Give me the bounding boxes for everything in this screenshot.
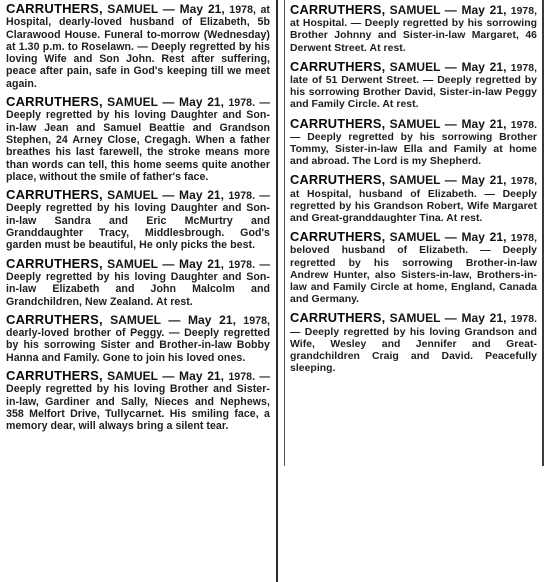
notice-date: — May 21,: [444, 116, 507, 131]
notice-body: 1978, at Hospital, dearly-loved husband of Elizabeth, 5b Clarawood House. Funeral to-morrow (Wednesday) at 1.30 p.m. to Roselawn. — Deeply regretted by his loving Wife and Son John. Rest after suffering, peace after pain, safe in God's keeping till we meet again.: [6, 4, 271, 90]
notice-surname: CARRUTHERS,: [290, 229, 386, 245]
death-notice: [290, 4, 537, 55]
notice-body: 1978, at Hospital, husband of Elizabeth. — Deeply regretted by his Grandson Robert, Wife Margaret and Great-granddaughter Tina. At rest.: [290, 176, 538, 225]
notice-given-name: SAMUEL: [110, 312, 162, 327]
notice-surname: CARRUTHERS,: [6, 255, 103, 271]
death-notice: [290, 58, 538, 112]
notice-given-name: SAMUEL: [389, 230, 441, 245]
death-notice: [6, 370, 270, 432]
notice-body: 1978, at Hospital. — Deeply regretted by his sorrowing Brother Johnny and Sister-in-law Margaret, 46 Derwent Street. At rest.: [290, 6, 538, 54]
notice-body: 1978. — Deeply regretted by his loving Daughter and Son-in-law Elizabeth and John Malcolm and Grandchildren, New Zealand. At rest.: [6, 258, 271, 308]
death-notice: [6, 311, 271, 364]
notice-date: — May 21,: [162, 369, 225, 384]
notice-given-name: SAMUEL: [107, 369, 159, 384]
notice-date: — May 21,: [444, 173, 507, 188]
notice-given-name: SAMUEL: [107, 95, 159, 110]
notice-given-name: SAMUEL: [389, 3, 441, 17]
notice-date: — May 21,: [444, 230, 507, 245]
notice-date: — May 21,: [168, 312, 236, 327]
death-notice: [6, 3, 270, 90]
notice-body: 1978, late of 51 Derwent Street. — Deeply regretted by his sorrowing Brother David, Sister-in-law Peggy and Family Circle. At rest.: [290, 62, 538, 111]
death-notice: [290, 174, 537, 225]
death-notice: [290, 231, 537, 306]
notice-body: 1978, dearly-loved brother of Peggy. — Deeply regretted by his sorrowing Sister and Brother-in-law Bobby Hanna and Family. Gone to join his loved ones.: [6, 314, 271, 364]
notice-given-name: SAMUEL: [389, 116, 441, 131]
notice-date: — May 21,: [444, 59, 507, 74]
notice-date: — May 21,: [444, 3, 507, 17]
death-notice: [6, 255, 271, 308]
notice-date: — May 21,: [162, 2, 225, 16]
notice-surname: CARRUTHERS,: [290, 58, 386, 74]
death-notice: [290, 115, 538, 169]
notice-given-name: SAMUEL: [389, 311, 441, 326]
notices-column-right: [284, 0, 542, 462]
notice-given-name: SAMUEL: [107, 188, 159, 203]
death-notice: [290, 312, 537, 375]
notice-surname: CARRUTHERS,: [6, 187, 103, 203]
death-notice: [6, 96, 270, 183]
notice-given-name: SAMUEL: [389, 173, 441, 188]
notice-surname: CARRUTHERS,: [290, 115, 386, 131]
column-divider: [276, 0, 278, 582]
notice-surname: CARRUTHERS,: [290, 2, 386, 17]
notice-body: 1978. — Deeply regretted by his loving Daughter and Son-in-law Sandra and Eric McMurtry and Granddaughter Tracy, Middlesbrough. God's garden must be beautiful, He only picks the best.: [6, 190, 271, 252]
notice-given-name: SAMUEL: [107, 2, 159, 16]
clipping-border-right: [542, 0, 544, 466]
notice-date: — May 21,: [162, 188, 225, 203]
notice-body: 1978. — Deeply regretted by his loving Daughter and Son-in-law Jean and Samuel Beattie and Grandson Stephen, 24 Arney Close, Cregagh. When a father breathes his last farewell, the stroke means more than words can tell, this home seems quite another place, without the smile of father's face.: [6, 97, 271, 183]
notice-surname: CARRUTHERS,: [6, 311, 103, 327]
death-notice: [6, 189, 270, 251]
notice-surname: CARRUTHERS,: [6, 94, 103, 110]
notice-given-name: SAMUEL: [389, 59, 441, 74]
notice-body: 1978. — Deeply regretted by his sorrowing Brother Tommy, Sister-in-law Ella and Family at home and abroad. The Lord is my Shepherd.: [290, 119, 538, 168]
notice-body: 1978. — Deeply regretted by his loving Grandson and Wife, Wesley and Jennifer and Great-grandchildren Craig and David. Peacefully sleeping.: [290, 314, 538, 375]
notice-body: 1978. — Deeply regretted by his loving Brother and Sister-in-law, Gardiner and Sally, Nieces and Nephews, 358 Melfort Drive, Tullycarnet. His smiling face, a memory dear, will always bring a silent tear.: [6, 371, 271, 433]
notice-surname: CARRUTHERS,: [6, 368, 103, 384]
notice-surname: CARRUTHERS,: [6, 1, 103, 16]
notice-date: — May 21,: [444, 311, 507, 326]
notice-date: — May 21,: [162, 256, 225, 271]
notice-body: 1978, beloved husband of Elizabeth. — Deeply regretted by his sorrowing Brother-in-law Andrew Hunter, also Sisters-in-law, Brothers-in-law and Family Circle at home, England, Canada and Germany.: [290, 233, 538, 306]
notice-surname: CARRUTHERS,: [290, 310, 386, 326]
notice-given-name: SAMUEL: [107, 256, 159, 271]
notice-surname: CARRUTHERS,: [290, 172, 386, 188]
notice-date: — May 21,: [162, 95, 225, 110]
